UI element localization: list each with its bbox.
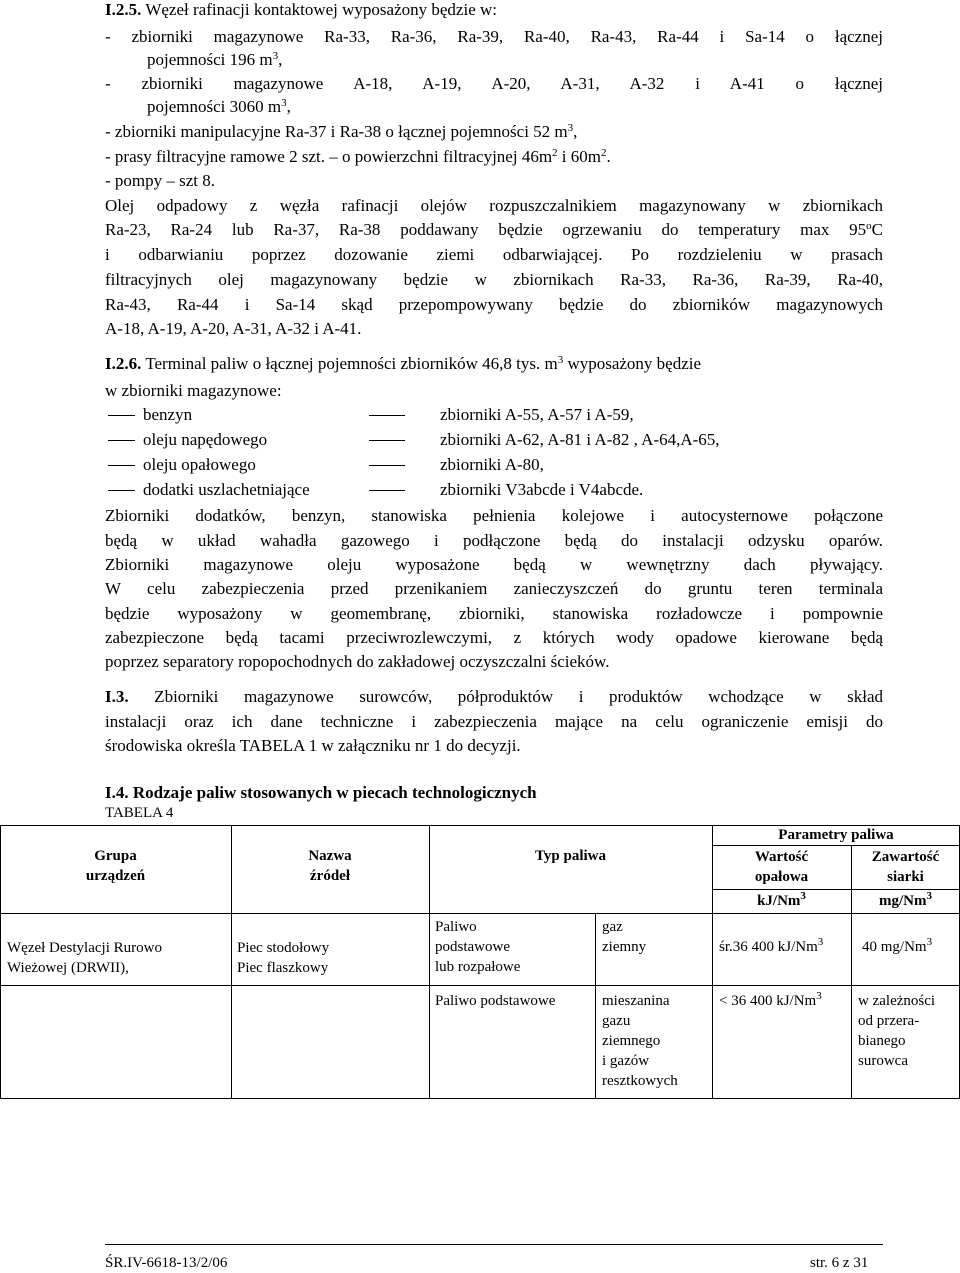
- section-125-intro: Węzeł rafinacji kontaktowej wyposażony będzie w:: [145, 0, 497, 19]
- section-126-line-2: w zbiorniki magazynowe:: [105, 381, 282, 400]
- list-dash: [108, 490, 135, 491]
- section-13-line-1: I.3. Zbiorniki magazynowe surowców, półproduktów i produktów wchodzące w skład: [105, 687, 883, 706]
- list-dash: [369, 490, 405, 491]
- row1-sulfur: 40 mg/Nm$^3$: [862, 936, 933, 955]
- paragraph-125-line-6: A-18, A-19, A-20, A-31, A-32 i A-41.: [105, 319, 362, 338]
- row1-calorific: śr.36 400 kJ/Nm$^3$: [719, 936, 824, 955]
- list-dash: [108, 415, 135, 416]
- footer-rule: [105, 1244, 883, 1245]
- bullet-2-line-2: pojemności 3060 $m^3$,: [147, 97, 291, 116]
- list-dash: [369, 415, 405, 416]
- section-125-number: I.2.5.: [105, 0, 142, 19]
- paragraph-126-line: będzie wyposażony w geomembranę, zbiorniki, stanowiska rozładowcze i pompownie: [105, 604, 883, 623]
- bullet-2-line-1: - zbiorniki magazynowe A-18, A-19, A-20, A-31, A-32 i A-41 o łącznej: [105, 74, 883, 93]
- list-item-name: benzyn: [143, 405, 193, 424]
- header-sulfur-unit: mg/Nm$^3$: [879, 890, 932, 909]
- paragraph-126-line: Zbiorniki dodatków, benzyn, stanowiska pełnienia kolejowe i autocysternowe połączone: [105, 506, 883, 525]
- section-14-number: I.4.: [105, 783, 129, 802]
- row2-calorific: < 36 400 kJ/Nm$^3$: [719, 990, 822, 1009]
- list-item-tanks: zbiorniki A-62, A-81 i A-82 , A-64,A-65,: [440, 430, 720, 449]
- paragraph-126-line: Zbiorniki magazynowe oleju wyposażone będą w wewnętrzny dach pływający.: [105, 555, 883, 574]
- list-item-tanks: zbiorniki A-80,: [440, 455, 544, 474]
- bullet-4: - prasy filtracyjne ramowe 2 szt. – o powierzchni filtracyjnej $46m^2$ i $60m^2$.: [105, 147, 611, 166]
- paragraph-125-line-2: Ra-23, Ra-24 lub Ra-37, Ra-38 poddawany będzie ogrzewaniu do temperatury max 95$^o$C: [105, 220, 883, 239]
- list-item-name: dodatki uszlachetniające: [143, 480, 310, 499]
- section-13-line-2: instalacji oraz ich dane techniczne i zabezpieczenia mające na celu ograniczenie emisji do: [105, 712, 883, 731]
- header-sulfur: Zawartość siarki: [871, 849, 940, 885]
- row1-source: Piec stodołowy Piec flaszkowy: [237, 940, 330, 976]
- section-126-number: I.2.6.: [105, 354, 142, 373]
- section-126-heading: I.2.6. Terminal paliw o łącznej pojemności zbiorników 46,8 tys. $m^3$ wyposażony będzie: [105, 354, 702, 373]
- list-item-tanks: zbiorniki V3abcde i V4abcde.: [440, 480, 644, 499]
- paragraph-125-line-1: Olej odpadowy z węzła rafinacji olejów rozpuszczalnikiem magazynowany w zbiornikach: [105, 196, 883, 215]
- header-parameters: Parametry paliwa: [778, 827, 894, 843]
- header-fuel-type: Typ paliwa: [535, 848, 606, 864]
- header-calorific-unit: kJ/Nm$^3$: [757, 890, 806, 909]
- table-caption: TABELA 4: [105, 805, 174, 821]
- row2-sulfur: w zależności od przera- bianego surowca: [858, 993, 936, 1069]
- section-13-number: I.3.: [105, 687, 129, 706]
- paragraph-125-line-4: filtracyjnych olej magazynowany będzie w zbiornikach Ra-33, Ra-36, Ra-39, Ra-40,: [105, 270, 883, 289]
- list-item-name: oleju opałowego: [143, 455, 256, 474]
- list-item-name: oleju napędowego: [143, 430, 268, 449]
- header-calorific: Wartość opałowa: [754, 849, 809, 885]
- section-125-heading: [105, 0, 497, 20]
- bullet-5: - pompy – szt 8.: [105, 171, 216, 190]
- row1-group: Węzeł Destylacji Rurowo Wieżowej (DRWII),: [7, 940, 162, 976]
- list-dash: [369, 465, 405, 466]
- row2-fuel: mieszanina gazu ziemnego i gazów resztkowych: [602, 993, 678, 1089]
- list-dash: [369, 440, 405, 441]
- row2-fuel-type: Paliwo podstawowe: [435, 993, 556, 1009]
- section-14-heading: [105, 782, 537, 803]
- bullet-1-line-2: pojemności 196 $m^3$,: [147, 50, 283, 69]
- row1-fuel-type: Paliwo podstawowe lub rozpałowe: [435, 919, 521, 975]
- bullet-1-line-1: - zbiorniki magazynowe Ra-33, Ra-36, Ra-39, Ra-40, Ra-43, Ra-44 i Sa-14 o łącznej: [105, 27, 883, 46]
- paragraph-126-line: będą w układ wahadła gazowego i podłączone będą do instalacji odzysku oparów.: [105, 531, 883, 550]
- paragraph-125-line-5: Ra-43, Ra-44 i Sa-14 skąd przepompowywany będzie do zbiorników magazynowych: [105, 295, 883, 314]
- paragraph-126-line: zabezpieczone będą tacami przeciwrozlewczymi, z których wody opadowe kierowane będą: [105, 628, 883, 647]
- row1-fuel: gaz ziemny: [602, 919, 647, 955]
- list-item-tanks: zbiorniki A-55, A-57 i A-59,: [440, 405, 634, 424]
- bullet-3: - zbiorniki manipulacyjne Ra-37 i Ra-38 o łącznej pojemności 52 $m^3$,: [105, 122, 578, 141]
- paragraph-126-line: W celu zabezpieczenia przed przenikaniem zanieczyszczeń do gruntu teren terminala: [105, 579, 883, 598]
- paragraph-125-line-3: i odbarwianiu poprzez dozowanie ziemi odbarwiającej. Po rozdzieleniu w prasach: [105, 245, 883, 264]
- list-dash: [108, 465, 135, 466]
- footer-page-number: str. 6 z 31: [810, 1255, 869, 1271]
- section-13-line-3: środowiska określa TABELA 1 w załączniku nr 1 do decyzji.: [105, 736, 521, 755]
- section-14-title: Rodzaje paliw stosowanych w piecach technologicznych: [128, 783, 537, 802]
- paragraph-126-line: poprzez separatory ropopochodnych do zakładowej oczyszczalni ścieków.: [105, 652, 610, 671]
- list-dash: [108, 440, 135, 441]
- header-name: Nazwa źródeł: [308, 848, 352, 884]
- footer-reference: ŚR.IV-6618-13/2/06: [105, 1255, 228, 1271]
- header-group: Grupa urządzeń: [85, 848, 146, 884]
